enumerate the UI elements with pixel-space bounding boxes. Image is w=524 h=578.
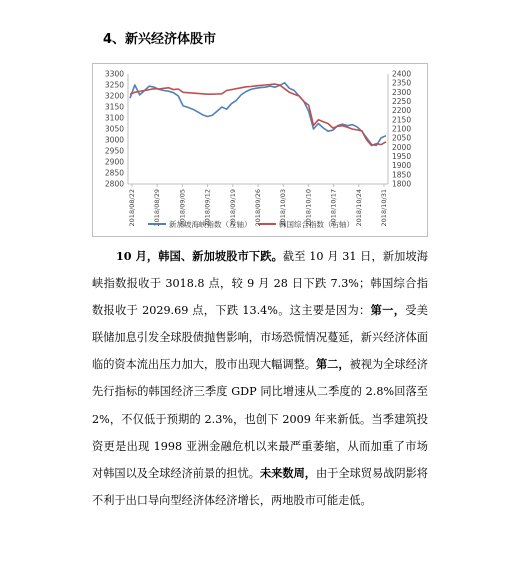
market-summary: 截至 10 月 31 日，新加坡海峡指数报收于 3018.8 点，较 9 月 28 日下跌 7.3%；韩国综合指数报收于 2029.69 点，下跌 13.4%。这主要是因为： <box>92 250 428 318</box>
y-right-tick-label: 2150 <box>392 115 412 125</box>
reason-one-label: 第一， <box>370 303 406 318</box>
y-left-tick-label: 3300 <box>104 69 124 79</box>
paragraph <box>92 243 428 514</box>
y-right-tick-label: 1800 <box>392 179 412 189</box>
legend-label: 新加坡海峡指数（左轴） <box>169 220 252 229</box>
section-heading: 4、新兴经济体股市 <box>103 32 217 47</box>
series-line-singapore <box>130 83 386 146</box>
x-tick-label: 2018/09/05 <box>178 189 187 227</box>
outlook-text: 由于全球贸易战阴影将不利于出口导向型经济体经济增长，两地股市可能走低。 <box>92 466 428 507</box>
y-right-tick-label: 1900 <box>392 161 412 171</box>
x-tick-label: 2018/10/10 <box>304 189 313 227</box>
reason-two-text: 被视为全球经济先行指标的韩国经济三季度 GDP 同比增速从二季度的 2.8%回落至 2%，不仅低于预期的 2.3%，也创下 2009 年来新低。当季建筑投资更是出现 1998 亚洲金融危机以来最严重萎缩，从而加重了市场对韩国以及全球经济前景的担忧。 <box>92 358 428 480</box>
y-left-tick-label: 3200 <box>104 91 124 101</box>
y-left-tick-label: 2800 <box>104 179 124 189</box>
y-right-tick-label: 2250 <box>392 97 412 106</box>
legend-label: 韩国综合指数（右轴） <box>279 220 354 229</box>
y-left-tick-label: 2900 <box>104 157 124 167</box>
x-tick-label: 2018/10/17 <box>329 189 338 227</box>
y-right-tick-label: 2200 <box>392 106 412 116</box>
x-tick-label: 2018/09/26 <box>254 189 262 227</box>
y-left-tick-label: 2950 <box>104 146 124 156</box>
x-tick-label: 2018/09/12 <box>203 189 212 227</box>
y-left-tick-label: 3250 <box>104 80 124 90</box>
reason-one-text: 受美联储加息引发全球股债抛售影响，市场恐慌情况蔓延，新兴经济体面临的资本流出压力加大，股市出现大幅调整。 <box>92 304 428 372</box>
y-right-tick-label: 2400 <box>392 69 412 79</box>
y-right-tick-label: 2100 <box>392 124 412 134</box>
stock-index-chart <box>92 63 428 237</box>
x-tick-label: 2018/10/24 <box>354 189 363 227</box>
reason-two-label: 第二， <box>315 357 350 372</box>
y-right-tick-label: 1850 <box>392 170 412 180</box>
paragraph-text <box>92 243 428 514</box>
y-left-tick-label: 3050 <box>104 124 124 134</box>
y-left-tick-label: 3000 <box>104 135 124 145</box>
x-tick-label: 2018/09/19 <box>228 189 237 227</box>
chart-svg <box>93 64 427 236</box>
y-right-tick-label: 2350 <box>392 78 412 88</box>
series-line-korea <box>130 84 386 145</box>
y-right-tick-label: 2000 <box>392 142 412 152</box>
y-left-tick-label: 2850 <box>104 168 124 178</box>
outlook-label: 未来数周， <box>259 465 316 480</box>
y-right-tick-label: 1950 <box>392 152 412 161</box>
lead-sentence: 10 月，韩国、新加坡股市下跌。 <box>116 249 283 263</box>
x-tick-label: 2018/10/03 <box>279 189 288 227</box>
y-right-tick-label: 2050 <box>392 133 412 143</box>
y-left-tick-label: 3150 <box>104 102 124 112</box>
y-right-tick-label: 2300 <box>392 87 412 97</box>
y-left-tick-label: 3100 <box>104 113 124 123</box>
x-tick-label: 2018/08/29 <box>153 189 162 227</box>
x-tick-label: 2018/10/31 <box>380 189 388 227</box>
x-tick-label: 2018/08/22 <box>128 189 136 227</box>
